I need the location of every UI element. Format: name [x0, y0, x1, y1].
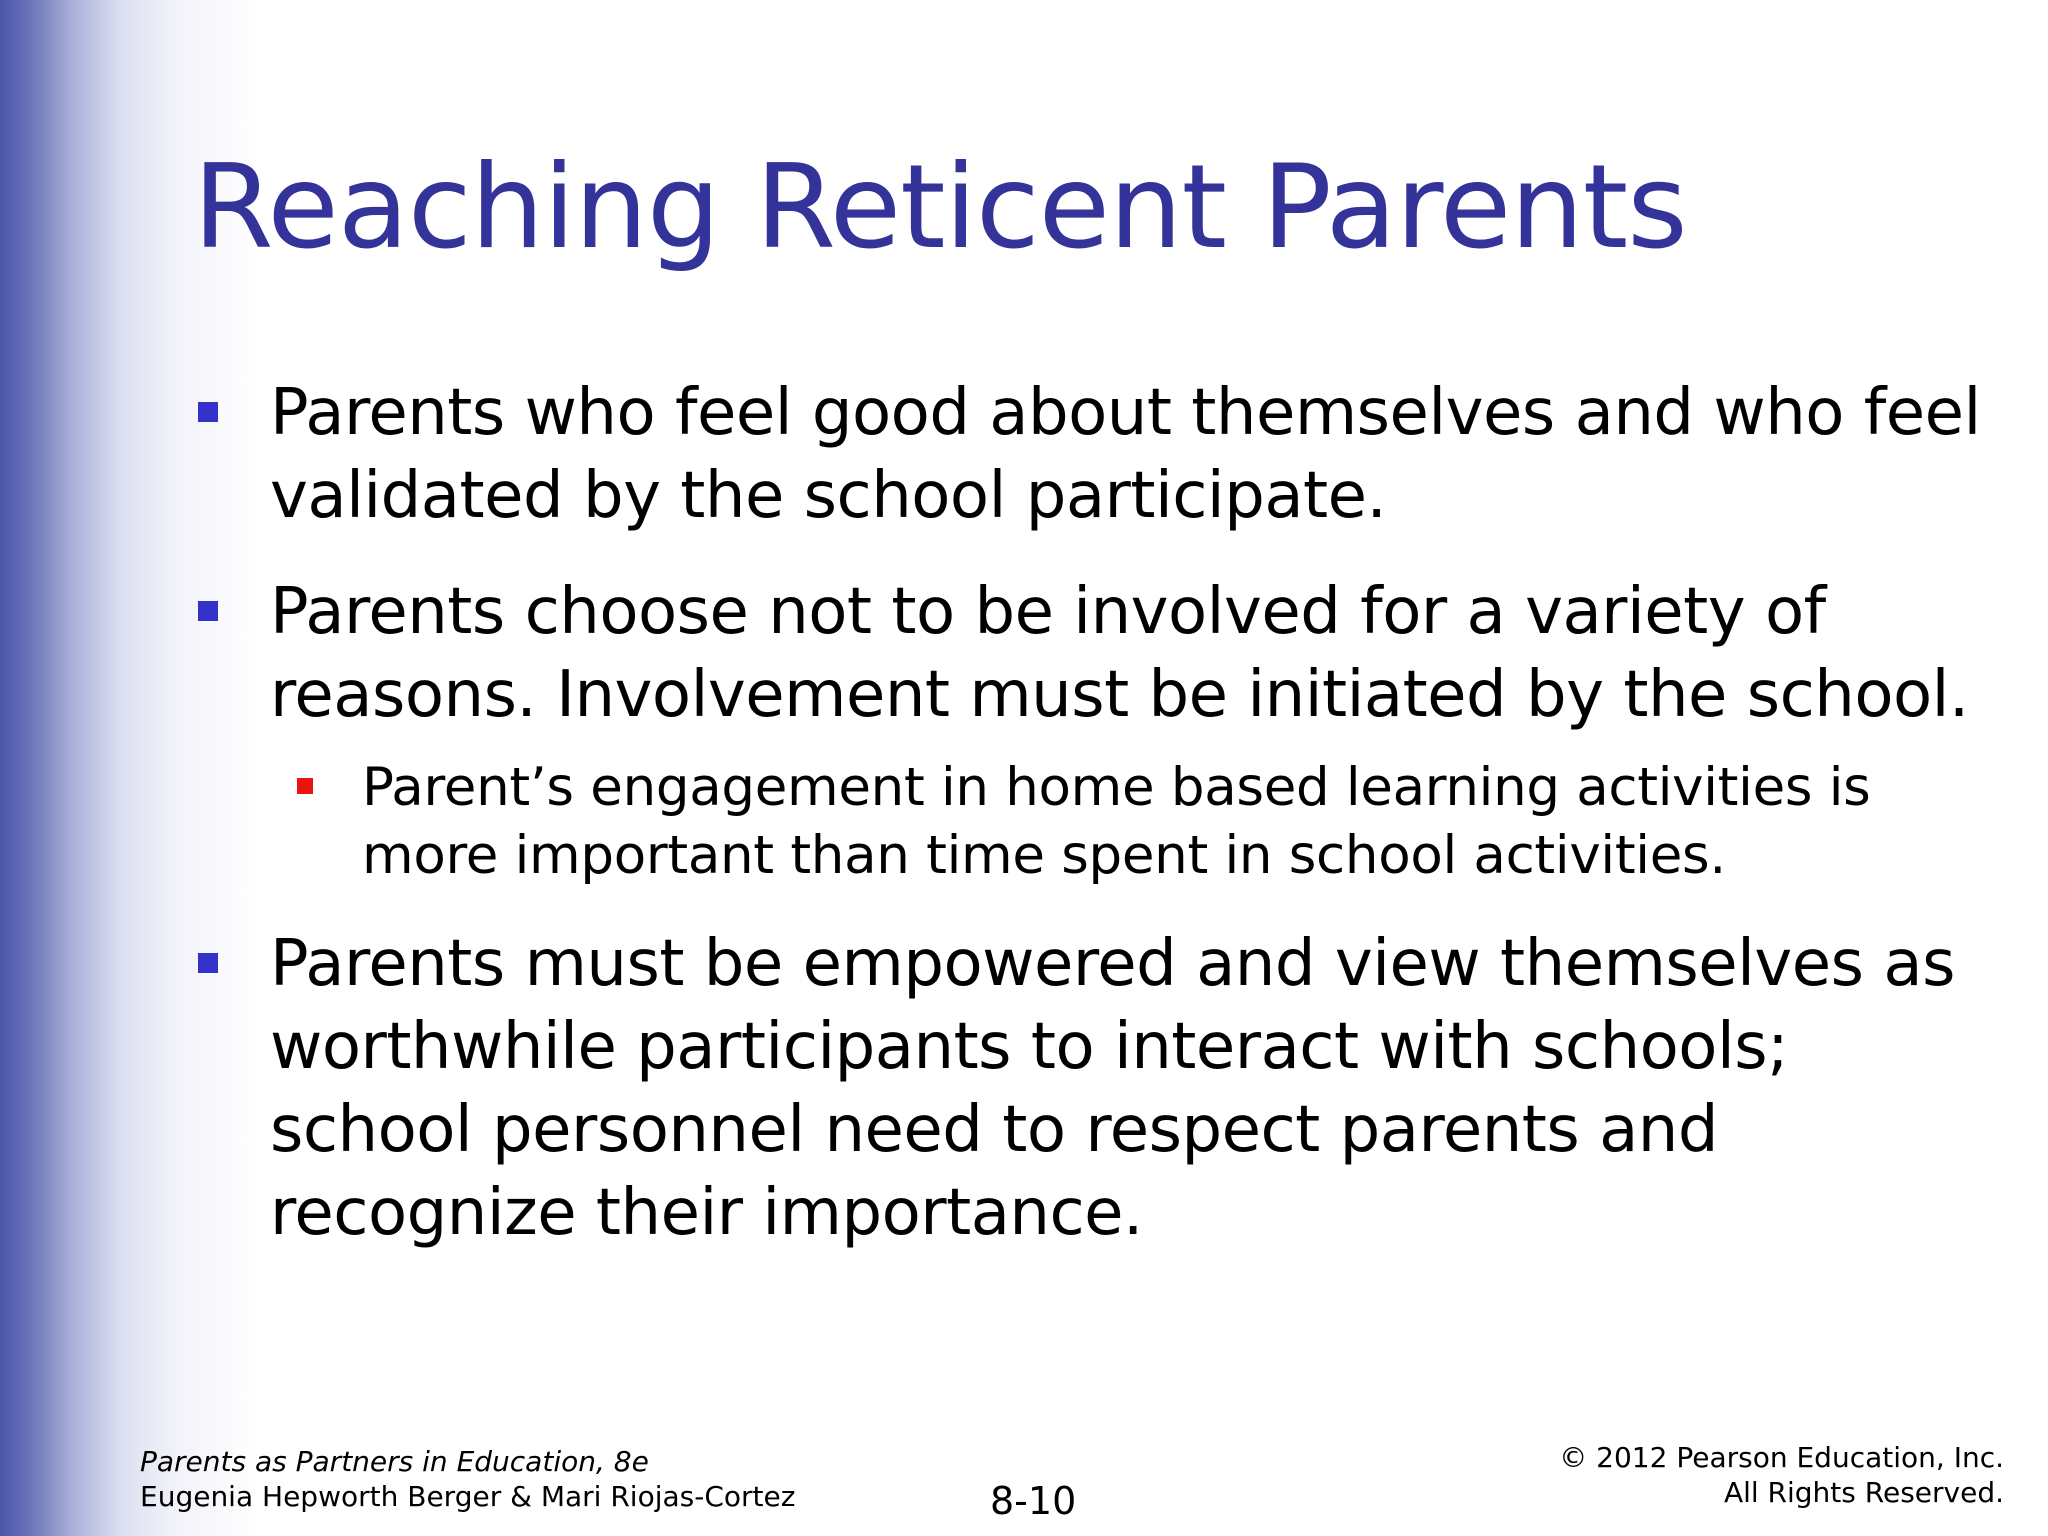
square-bullet-icon [198, 402, 218, 422]
bullet-text: Parents who feel good about themselves and who feel validated by the school participate. [270, 376, 1981, 533]
copyright-text: © 2012 Pearson Education, Inc. [1559, 1441, 2004, 1474]
footer-citation [140, 1444, 795, 1514]
footer-authors: Eugenia Hepworth Berger & Mari Riojas-Cortez [140, 1480, 796, 1513]
square-bullet-icon [198, 953, 218, 973]
bullet-text: Parents choose not to be involved for a variety of reasons. Involvement must be initiated by the school. [270, 575, 1969, 732]
footer-book-title: Parents as Partners in Education, 8e [140, 1445, 649, 1478]
rights-text: All Rights Reserved. [1723, 1476, 2004, 1509]
sub-bullet-list [270, 754, 1993, 890]
slide-title: Reaching Reticent Parents [193, 140, 1687, 275]
bullet-text: Parents must be empowered and view themselves as worthwhile participants to interact with schools; school personnel need to respect parents and recognize their importance. [270, 927, 1955, 1250]
square-sub-bullet-icon [297, 778, 313, 794]
bullet-list [193, 372, 1993, 1288]
bullet-item [193, 923, 1993, 1255]
bullet-item [193, 571, 1993, 890]
footer-copyright [1559, 1440, 2004, 1510]
sub-bullet-item [297, 754, 1993, 890]
page-number: 8-10 [990, 1479, 1077, 1523]
sub-bullet-text: Parent’s engagement in home based learning activities is more important than time spent in school activities. [362, 757, 1871, 886]
bullet-item [193, 372, 1993, 538]
square-bullet-icon [198, 601, 218, 621]
